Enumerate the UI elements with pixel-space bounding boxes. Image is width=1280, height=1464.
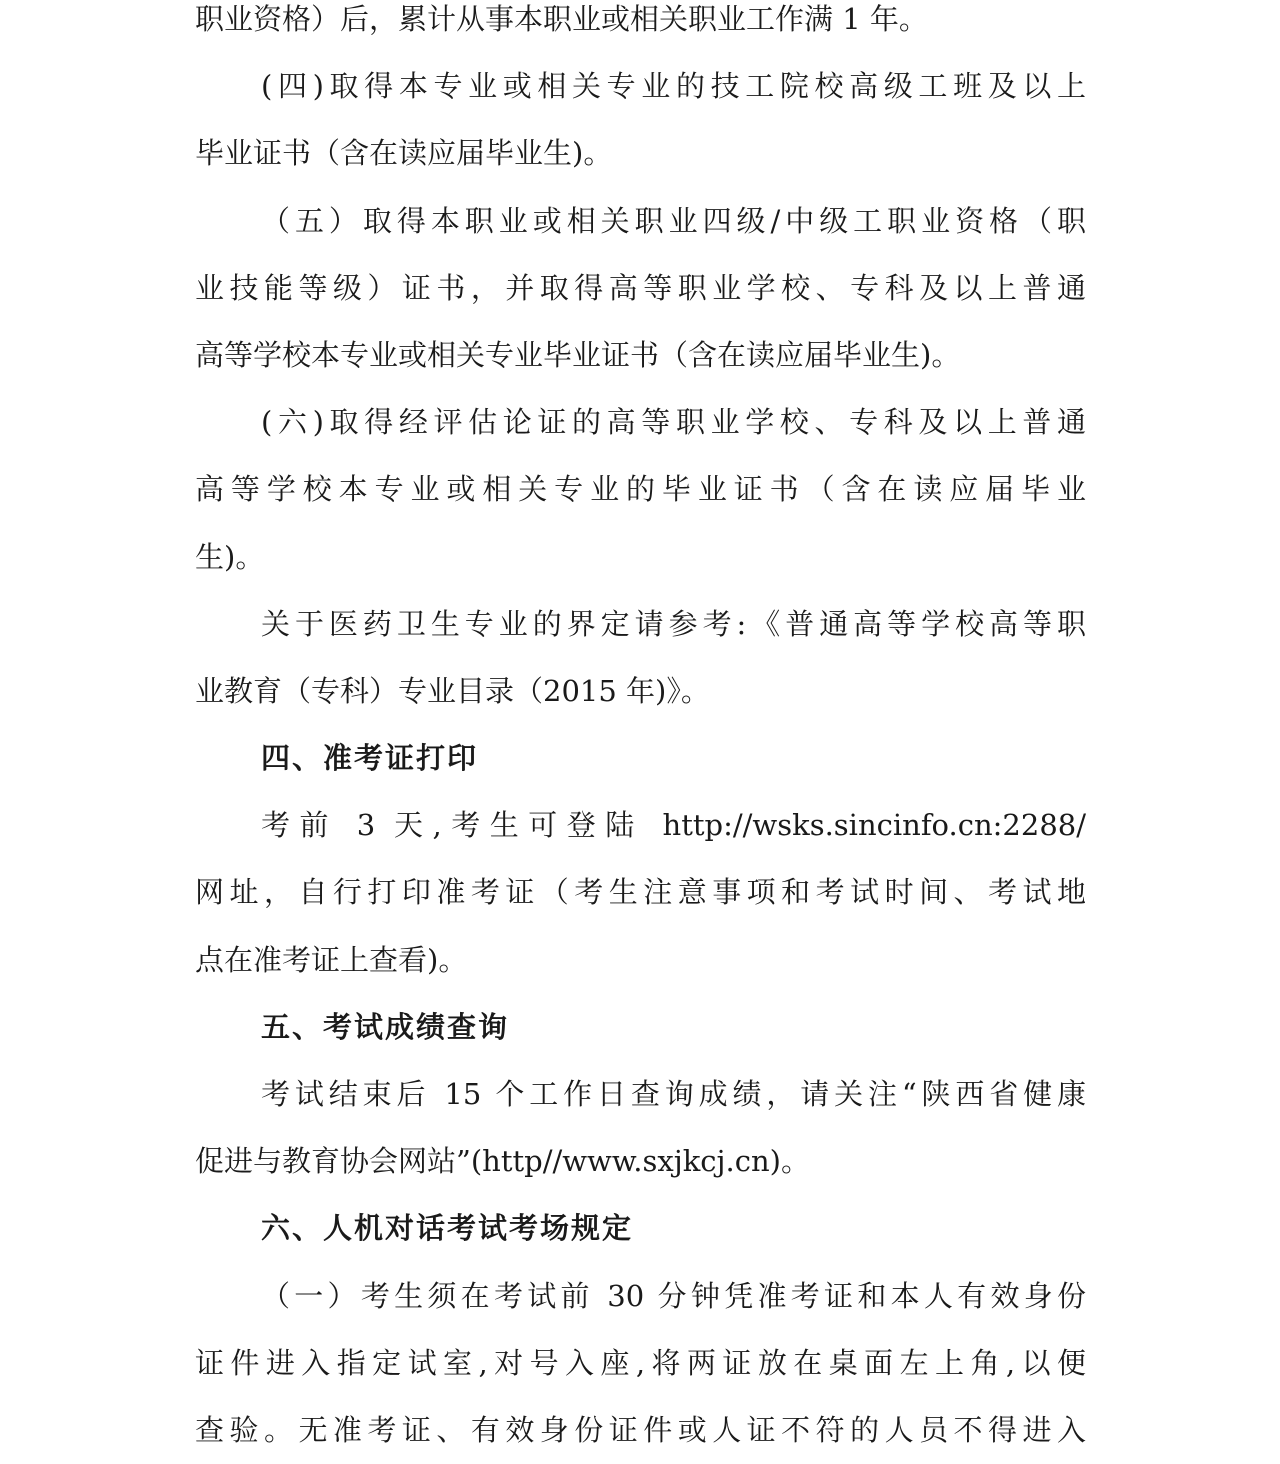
text-line: 查验。无准考证、有效身份证件或人证不符的人员不得进入 <box>195 1412 1086 1447</box>
paragraph <box>195 792 1086 994</box>
text-line: 业技能等级）证书，并取得高等职业学校、专科及以上普通 <box>195 270 1086 305</box>
paragraph <box>195 0 1086 53</box>
text-line: 职业资格）后，累计从事本职业或相关职业工作满 1 年。 <box>195 2 928 36</box>
text-line: 六、人机对话考试考场规定 <box>261 1211 634 1246</box>
text-line: 网址，自行打印准考证（考生注意事项和考试时间、考试地 <box>195 875 1086 910</box>
text-line: （一）考生须在考试前 30 分钟凭准考证和本人有效身份 <box>261 1278 1086 1313</box>
text-line: 促进与教育协会网站”(http//www.sxjkcj.cn)。 <box>195 1144 810 1179</box>
text-line: 高等学校本专业或相关专业的毕业证书（含在读应届毕业 <box>195 472 1086 507</box>
paragraph <box>195 1061 1086 1195</box>
text-line: 点在准考证上查看)。 <box>195 942 468 977</box>
text-line: 四、准考证打印 <box>261 741 479 776</box>
text-line: 关于医药卫生专业的界定请参考:《普通高等学校高等职 <box>261 606 1086 641</box>
paragraph <box>195 591 1086 725</box>
text-line: 考前 3 天,考生可登陆 http://wsks.sincinfo.cn:2288/ <box>261 808 1086 843</box>
paragraph <box>195 188 1086 390</box>
paragraph <box>195 1263 1086 1464</box>
text-line: 考试结束后 15 个工作日查询成绩，请关注“陕西省健康 <box>261 1077 1086 1111</box>
section-heading <box>195 725 1086 792</box>
paragraph <box>195 389 1086 591</box>
document-page <box>195 0 1086 1464</box>
text-line: 生)。 <box>195 539 265 574</box>
text-line: 证件进入指定试室,对号入座,将两证放在桌面左上角,以便 <box>195 1345 1086 1380</box>
section-heading <box>195 1195 1086 1262</box>
text-line: (四)取得本专业或相关专业的技工院校高级工班及以上 <box>261 69 1086 104</box>
text-line: (六)取得经评估论证的高等职业学校、专科及以上普通 <box>261 405 1086 440</box>
text-line: 业教育（专科）专业目录（2015 年)》。 <box>195 673 710 708</box>
text-line: 毕业证书（含在读应届毕业生)。 <box>195 136 613 171</box>
paragraph <box>195 53 1086 187</box>
text-line: 五、考试成绩查询 <box>261 1009 510 1044</box>
text-line: （五）取得本职业或相关职业四级/中级工职业资格（职 <box>261 203 1086 238</box>
section-heading <box>195 994 1086 1061</box>
text-line: 高等学校本专业或相关专业毕业证书（含在读应届毕业生)。 <box>195 337 961 372</box>
